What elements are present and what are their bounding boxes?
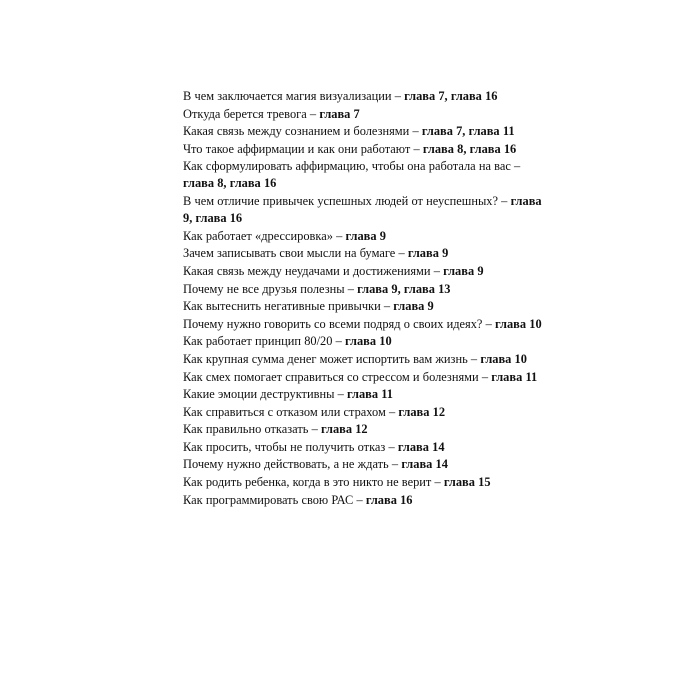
index-entry-question: Как справиться с отказом или страхом – [183,404,399,419]
index-entry-reference: глава 9 [407,246,449,261]
index-entry [183,141,543,158]
index-entry-reference: глава 10 [495,316,542,331]
index-entry-question: Что такое аффирмации и как они работают – [183,141,423,156]
index-entry-reference: глава 9 [443,263,484,278]
index-entry [183,386,543,403]
index-entry [183,106,543,123]
index-entry-reference: глава 11 [347,387,393,402]
index-entry [183,281,543,298]
index-entry [183,333,543,350]
index-entry-reference: глава 14 [401,457,448,472]
index-entry-reference: глава 14 [397,439,445,454]
index-entry-question: Как крупная сумма денег может испортить вам жизнь – [183,351,481,366]
index-entry-question: Как сформулировать аффирмацию, чтобы она работала на вас – [183,159,521,174]
index-entry-reference: глава 16 [365,492,413,507]
index-entry [183,193,543,227]
index-entry-reference: глава 10 [480,351,527,366]
index-entry [183,316,543,333]
index-entry-question: Какие эмоции деструктивны – [183,387,347,402]
index-entry-question: Как работает принцип 80/20 – [183,334,346,349]
index-entry-reference: глава 11 [491,369,538,384]
index-entry-reference: глава 10 [345,334,392,349]
index-entry-question: Как вытеснить негативные привычки – [183,299,394,314]
index-entry-list [183,88,543,509]
index-entry-question: Как программировать свою РАС – [183,492,366,507]
index-entry [183,404,543,421]
index-entry [183,439,543,456]
index-entry-reference: глава 8, глава 16 [422,141,517,156]
index-entry [183,228,543,245]
index-entry-question: Почему нужно действовать, а не ждать – [183,457,402,472]
index-entry-question: Как смех помогает справиться со стрессом и болезнями – [183,369,492,384]
index-entry-question: В чем заключается магия визуализации – [183,89,405,103]
index-entry [183,369,543,386]
index-entry-question: Почему не все друзья полезны – [183,281,358,296]
index-entry [183,421,543,438]
index-entry-question: Как правильно отказать – [183,422,321,437]
index-entry [183,263,543,280]
index-entry-question: Как родить ребенка, когда в это никто не верит – [183,475,444,490]
index-entry [183,351,543,368]
index-entry [183,88,543,105]
index-entry-reference: глава 7, глава 16 [404,89,498,103]
index-entry-question: Зачем записывать свои мысли на бумаге – [183,246,408,261]
index-entry-reference: глава 12 [398,404,446,419]
index-entry-reference: глава 7, глава 11 [421,124,515,139]
index-entry [183,158,543,192]
index-entry [183,492,543,509]
index-entry [183,298,543,315]
index-entry-question: Какая связь между неудачами и достижениями – [183,263,444,278]
index-entry-question: В чем отличие привычек успешных людей от неуспешных? – [183,194,511,209]
index-entry-question: Какая связь между сознанием и болезнями – [183,124,422,139]
index-entry-reference: глава 9, глава 16 [183,194,542,226]
index-entry [183,456,543,473]
index-entry-reference: глава 9 [393,299,434,314]
index-entry-reference: глава 9, глава 13 [357,281,451,296]
index-entry-question: Как просить, чтобы не получить отказ – [183,439,398,454]
index-entry-question: Как работает «дрессировка» – [183,228,346,243]
index-entry-question: Почему нужно говорить со всеми подряд о своих идеях? – [183,316,496,331]
index-entry-reference: глава 12 [321,422,368,437]
index-entry-reference: глава 15 [443,475,491,490]
index-entry-reference: глава 7 [319,106,360,121]
index-entry-reference: глава 8, глава 16 [183,176,277,191]
index-entry [183,474,543,491]
index-entry [183,245,543,262]
index-entry [183,123,543,140]
index-entry-reference: глава 9 [345,228,386,243]
index-entry-question: Откуда берется тревога – [183,106,320,121]
